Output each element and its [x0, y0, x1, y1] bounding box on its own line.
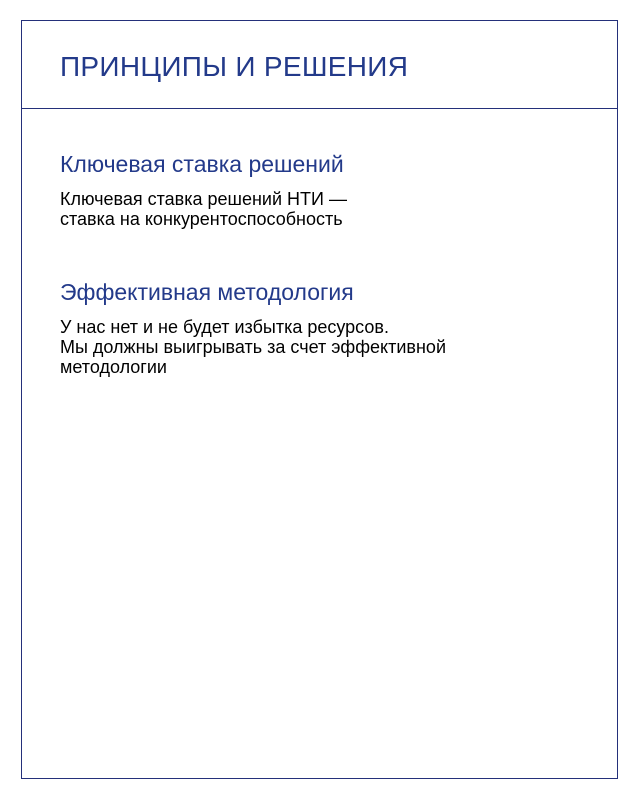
section-methodology	[60, 277, 587, 377]
section-body	[60, 317, 587, 377]
page-title: ПРИНЦИПЫ И РЕШЕНИЯ	[60, 51, 409, 82]
body-line: методологии	[60, 357, 167, 377]
body-line: Мы должны выигрывать за счет эффективной	[60, 337, 446, 357]
section-body	[60, 189, 587, 229]
body-line: Ключевая ставка решений НТИ —	[60, 189, 347, 209]
section-heading: Ключевая ставка решений	[60, 151, 344, 177]
slide-frame	[21, 20, 618, 779]
section-key-rate	[60, 149, 587, 229]
body-line: ставка на конкурентоспособность	[60, 209, 343, 229]
content	[60, 149, 587, 425]
body-line: У нас нет и не будет избытка ресурсов.	[60, 317, 389, 337]
section-heading: Эффективная методология	[60, 279, 354, 305]
header	[22, 21, 617, 109]
